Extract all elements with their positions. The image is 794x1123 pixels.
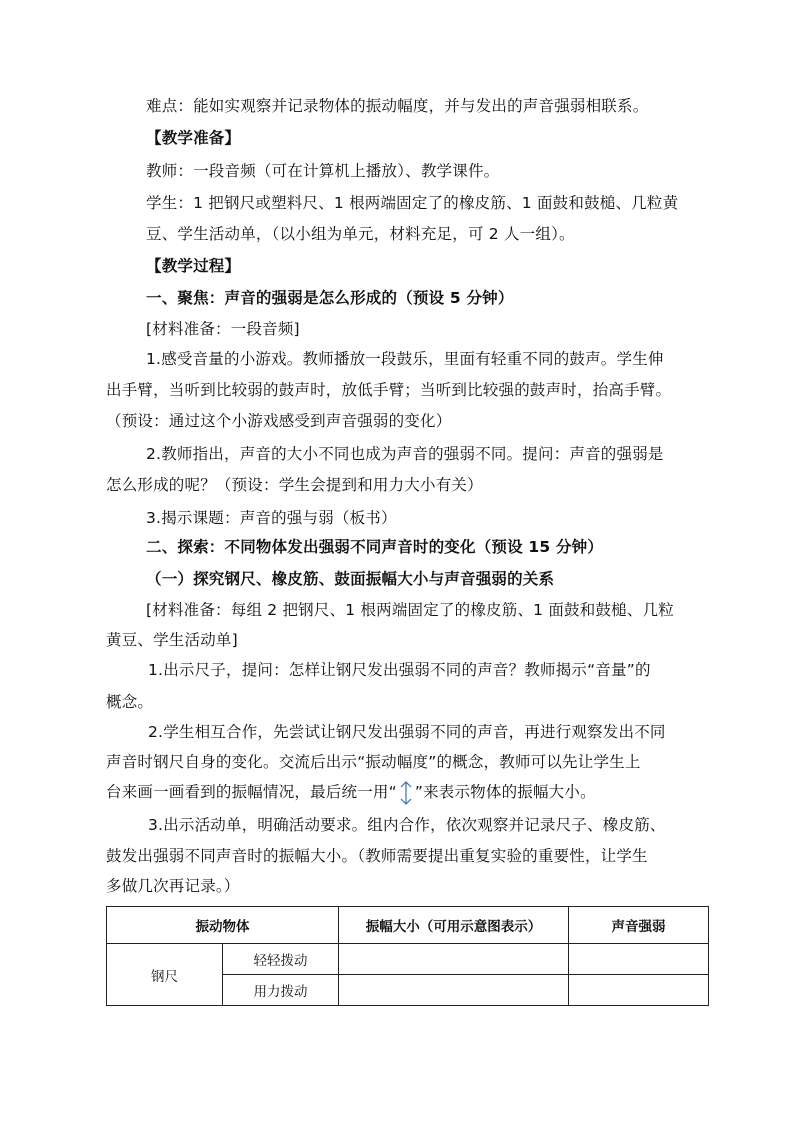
text-line: 难点：能如实观察并记录物体的振动幅度，并与发出的声音强弱相联系。 (146, 97, 649, 115)
table-header-row (107, 907, 709, 944)
table-row (107, 944, 709, 975)
text-line: 概念。 (106, 693, 154, 711)
text-line: 多做几次再记录。） (106, 877, 240, 895)
text-line: 怎么形成的呢？（预设：学生会提到和用力大小有关） (106, 476, 483, 494)
table-cell: 轻轻拨动 (223, 944, 339, 975)
table-group-cell: 钢尺 (107, 944, 223, 1006)
text-line: 鼓发出强弱不同声音时的振幅大小。（教师需要提出重复实验的重要性，让学生 (106, 847, 648, 865)
text-line: [材料准备：一段音频] (146, 320, 300, 338)
table-header-cell: 振动物体 (107, 907, 339, 944)
text-line: 2.教师指出，声音的大小不同也成为声音的强弱不同。提问：声音的强弱是 (146, 445, 664, 463)
text-line: 台来画一画看到的振幅情况，最后统一用“ ”来表示物体的振幅大小。 (0, 776, 794, 808)
text-line: 学生：1 把钢尺或塑料尺、1 根两端固定了的橡皮筋、1 面鼓和鼓槌、几粒黄 (146, 194, 679, 212)
text-line: 教师：一段音频（可在计算机上播放）、教学课件。 (146, 162, 500, 180)
text-line: 豆、学生活动单，（以小组为单元，材料充足，可 2 人一组）。 (146, 225, 575, 243)
text-line: 1.感受音量的小游戏。教师播放一段鼓乐，里面有轻重不同的鼓声。学生伸 (146, 350, 664, 368)
text-line: 3.出示活动单，明确活动要求。组内合作，依次观察并记录尺子、橡皮筋、 (148, 816, 666, 834)
section-heading: （一）探究钢尺、橡皮筋、鼓面振幅大小与声音强弱的关系 (146, 570, 555, 588)
section-heading: 【教学准备】 (146, 129, 241, 147)
table-cell: 用力拨动 (223, 975, 339, 1006)
table-cell (339, 975, 569, 1006)
text-line: 出手臂，当听到比较弱的鼓声时，放低手臂；当听到比较强的鼓声时，抬高手臂。 (106, 381, 672, 399)
record-table (106, 906, 709, 1006)
text-line: 黄豆、学生活动单] (106, 631, 238, 649)
table-header-cell: 声音强弱 (569, 907, 709, 944)
text-line: 3.揭示课题：声音的强与弱（板书） (146, 509, 397, 527)
section-heading: 一、聚焦：声音的强弱是怎么形成的（预设 5 分钟） (146, 289, 514, 307)
section-heading: 【教学过程】 (146, 257, 241, 275)
text-line: （预设：通过这个小游戏感受到声音强弱的变化） (106, 412, 452, 430)
text-line: 1.出示尺子，提问：怎样让钢尺发出强弱不同的声音？教师揭示“音量”的 (148, 661, 651, 679)
table-cell (339, 944, 569, 975)
table-cell (569, 944, 709, 975)
text-line: [材料准备：每组 2 把钢尺、1 根两端固定了的橡皮筋、1 面鼓和鼓槌、几粒 (146, 601, 674, 619)
text-line: 声音时钢尺自身的变化。交流后出示“振动幅度”的概念，教师可以先让学生上 (106, 753, 641, 771)
section-heading: 二、探索：不同物体发出强弱不同声音时的变化（预设 15 分钟） (146, 538, 604, 556)
table-cell (569, 975, 709, 1006)
table-header-cell: 振幅大小（可用示意图表示） (339, 907, 569, 944)
text-line: 2.学生相互合作，先尝试让钢尺发出强弱不同的声音，再进行观察发出不同 (148, 723, 666, 741)
double-arrow-vertical-icon (399, 780, 413, 806)
